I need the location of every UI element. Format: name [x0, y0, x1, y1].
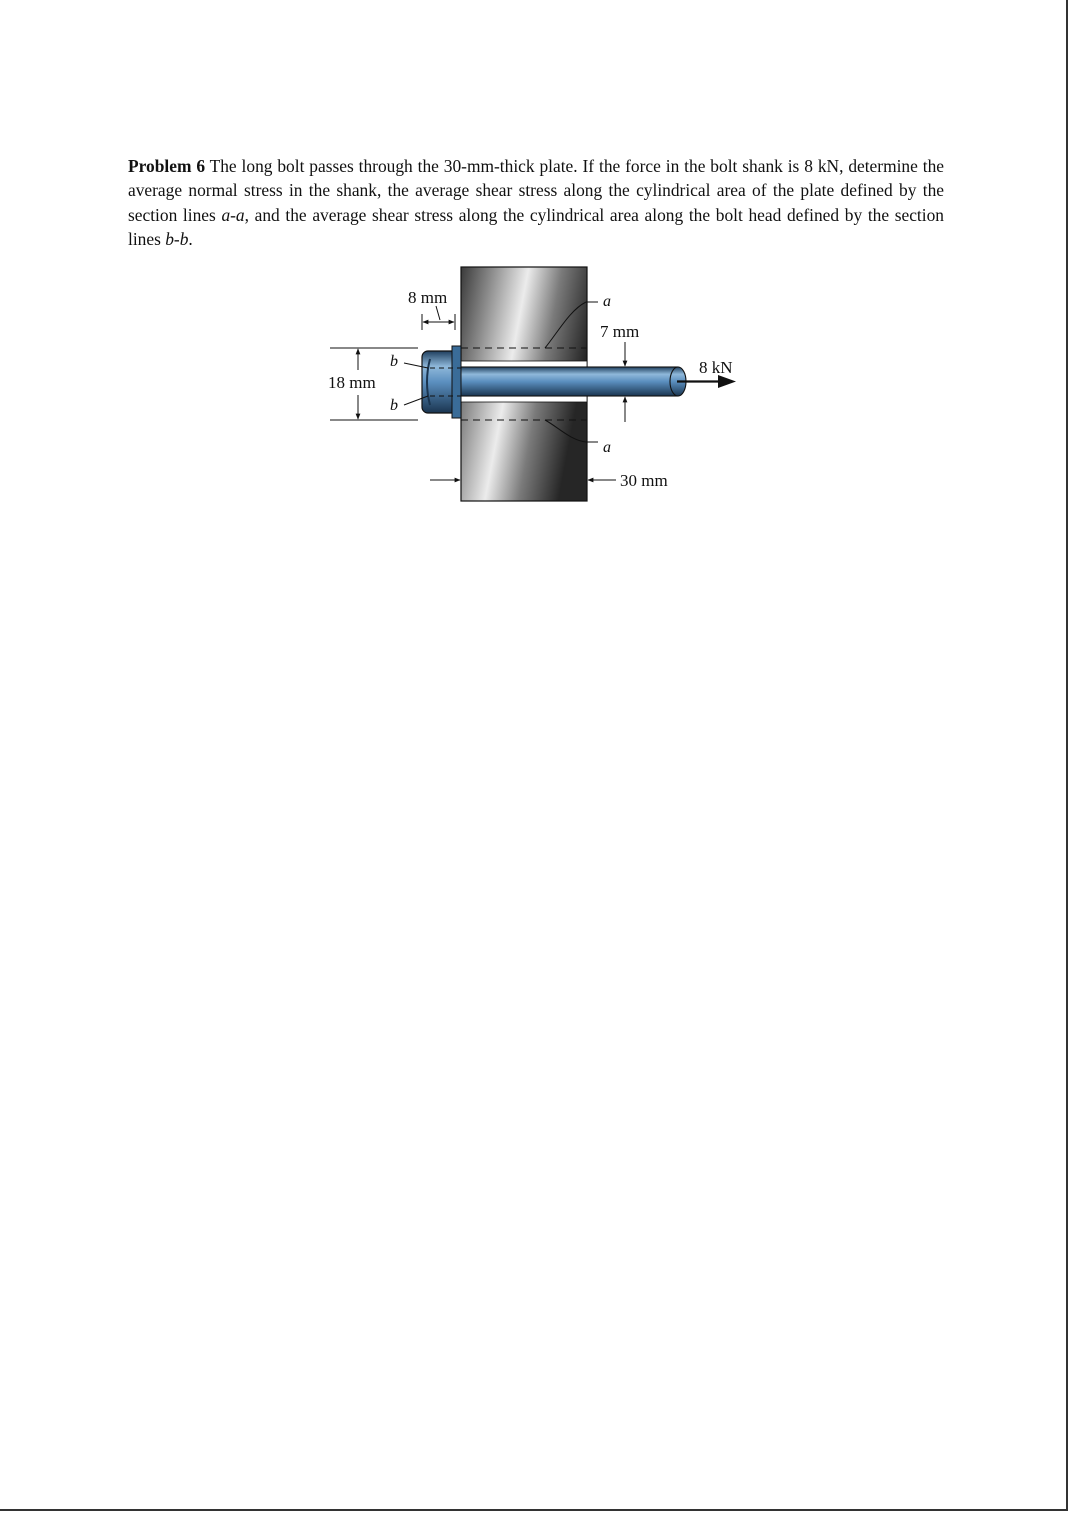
plate-thickness-label: 30 mm	[620, 471, 668, 490]
bolt-plate-figure	[320, 262, 760, 507]
section-b-reference: b-b	[165, 229, 189, 250]
statement-part-2: , and the average shear stress along the cylindrical area along the bolt head defined by the section lines	[128, 204, 944, 250]
force-label: 8 kN	[699, 358, 733, 377]
head-thickness-label: 8 mm	[408, 288, 448, 307]
section-b-bottom-label: b	[390, 397, 398, 414]
head-diameter-label: 18 mm	[328, 373, 376, 392]
bolt-shank	[454, 367, 686, 396]
head-thickness-dimension	[422, 306, 455, 330]
shank-diameter-label: 7 mm	[600, 322, 640, 341]
section-a-top-label: a	[603, 293, 611, 310]
bolt-head	[422, 346, 461, 418]
problem-heading: Problem 6	[128, 156, 206, 176]
section-b-top-label: b	[390, 353, 398, 370]
section-a-bottom-label: a	[603, 439, 611, 456]
bolt-plate-diagram	[320, 262, 760, 507]
section-a-reference: a-a	[221, 204, 245, 225]
problem-statement	[128, 154, 944, 252]
statement-part-3: .	[188, 229, 193, 250]
statement-part-1: The long bolt passes through the 30-mm-thick plate. If the force in the bolt shank is 8 kN, determine the average normal stress in the shank, the average shear stress along the cylindrical area of the plate defined by the section lines	[128, 156, 944, 225]
